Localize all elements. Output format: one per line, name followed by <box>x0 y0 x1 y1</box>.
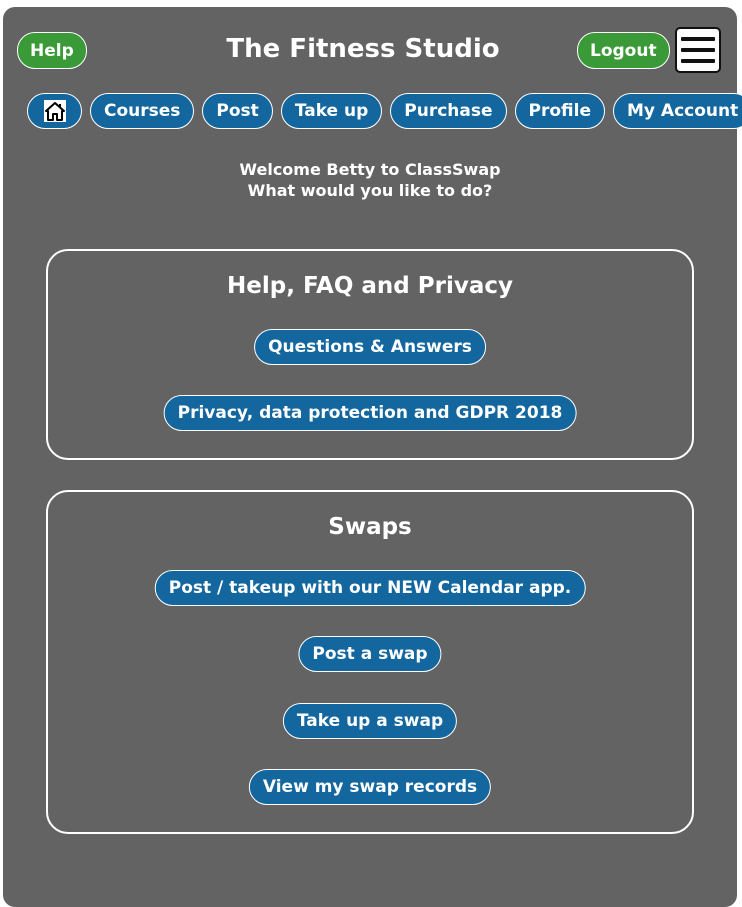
post-swap-button[interactable]: Post a swap <box>298 636 441 672</box>
nav-post[interactable]: Post <box>202 93 272 129</box>
card-title: Help, FAQ and Privacy <box>227 273 513 299</box>
swaps-card <box>46 490 694 834</box>
help-button[interactable]: Help <box>17 32 87 69</box>
nav-take-up[interactable]: Take up <box>281 93 382 129</box>
welcome-line-1: Welcome Betty to ClassSwap <box>239 160 501 179</box>
welcome-message <box>3 159 737 201</box>
nav-purchase[interactable]: Purchase <box>390 93 506 129</box>
welcome-line-2: What would you like to do? <box>247 181 493 200</box>
page-title: The Fitness Studio <box>226 34 500 64</box>
card-title: Swaps <box>328 514 412 540</box>
nav-bar <box>27 93 742 129</box>
nav-courses[interactable]: Courses <box>90 93 194 129</box>
header <box>3 7 737 87</box>
take-up-swap-button[interactable]: Take up a swap <box>283 703 457 739</box>
menu-line <box>681 48 715 52</box>
menu-line <box>681 37 715 41</box>
nav-my-account[interactable]: My Account <box>613 93 742 129</box>
view-swap-records-button[interactable]: View my swap records <box>249 769 491 805</box>
help-faq-privacy-card <box>46 249 694 460</box>
home-icon <box>44 100 66 122</box>
hamburger-menu-icon[interactable] <box>675 27 721 73</box>
logout-button[interactable]: Logout <box>577 32 670 69</box>
app-frame <box>3 7 737 907</box>
privacy-gdpr-button[interactable]: Privacy, data protection and GDPR 2018 <box>164 395 577 431</box>
questions-answers-button[interactable]: Questions & Answers <box>254 329 486 365</box>
calendar-app-button[interactable]: Post / takeup with our NEW Calendar app. <box>155 570 586 606</box>
nav-home-button[interactable] <box>27 93 82 129</box>
menu-line <box>681 59 715 63</box>
nav-profile[interactable]: Profile <box>515 93 605 129</box>
